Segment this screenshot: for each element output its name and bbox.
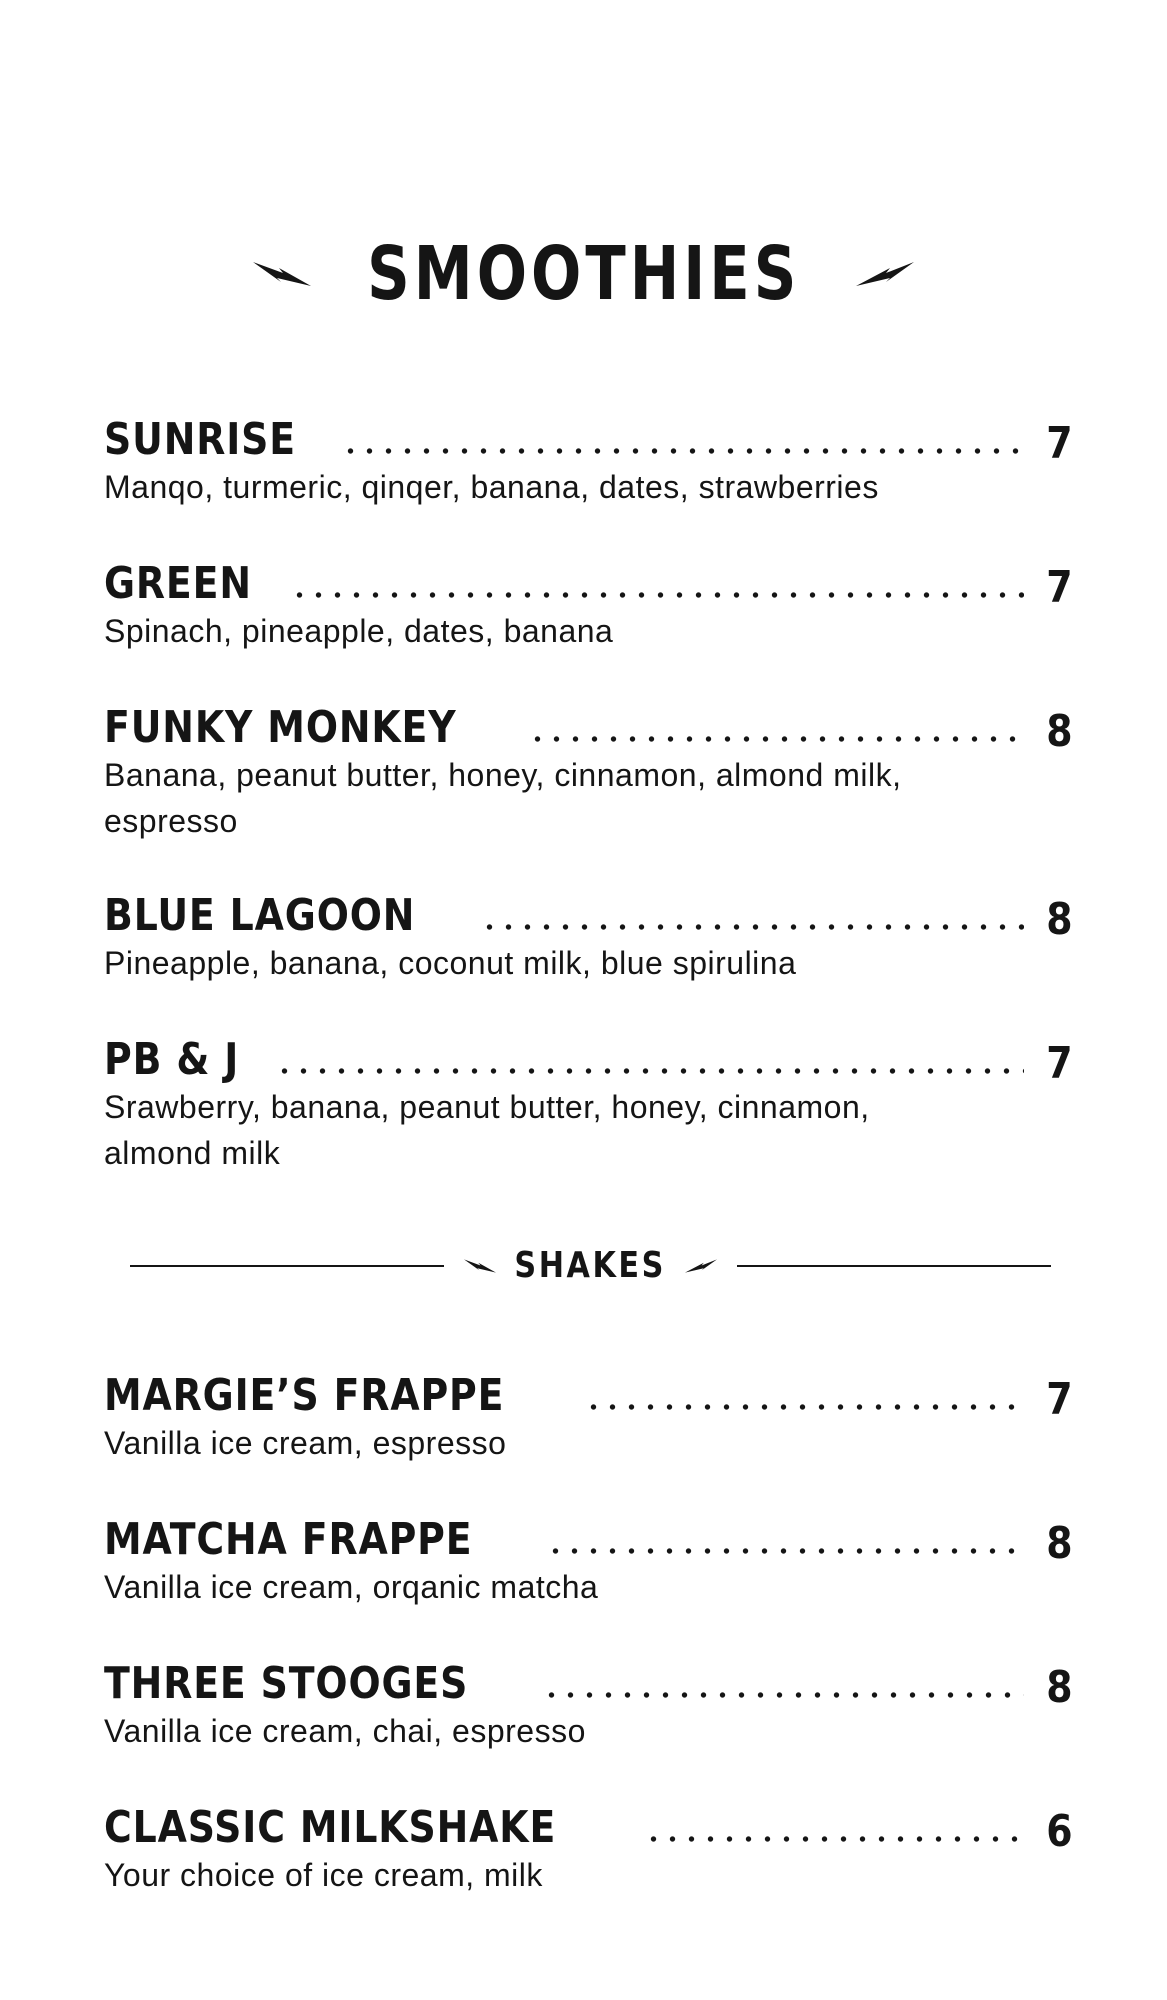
item-description: Pineapple, banana, coconut milk, blue spirulina <box>104 945 797 981</box>
item-name: CLASSIC MILKSHAKE <box>104 1802 557 1853</box>
menu-item-matcha-frappe <box>104 1508 1073 1610</box>
item-name: MARGIE’S FRAPPE <box>104 1370 505 1421</box>
lightning-bolt-icon <box>685 1257 717 1275</box>
dot-leader <box>528 732 1024 746</box>
item-name: GREEN <box>104 558 252 609</box>
menu-item-classic-milkshake <box>104 1796 1073 1898</box>
menu-item-green <box>104 552 1073 654</box>
menu-item-pb-and-j <box>104 1028 1073 1176</box>
divider-rule-left <box>130 1265 444 1267</box>
menu-item-sunrise <box>104 408 1073 510</box>
smoothies-title-row <box>0 228 1167 320</box>
item-price: 8 <box>1046 1662 1073 1713</box>
shakes-title: SHAKES <box>514 1245 667 1286</box>
item-price: 8 <box>1046 706 1073 757</box>
item-name: MATCHA FRAPPE <box>104 1514 473 1565</box>
item-price: 8 <box>1046 1518 1073 1569</box>
divider-rule-right <box>737 1265 1051 1267</box>
dot-leader <box>290 588 1024 602</box>
item-description: Banana, peanut butter, honey, cinnamon, almond milk, espresso <box>104 757 902 839</box>
item-name: PB & J <box>104 1034 240 1085</box>
item-price: 8 <box>1046 894 1073 945</box>
item-price: 7 <box>1046 418 1073 469</box>
item-description: Your choice of ice cream, milk <box>104 1857 543 1893</box>
lightning-bolt-icon <box>856 260 914 288</box>
item-price: 7 <box>1046 1374 1073 1425</box>
shakes-divider <box>130 1236 1051 1296</box>
menu-item-blue-lagoon <box>104 884 1073 986</box>
dot-leader <box>546 1544 1024 1558</box>
item-description: Spinach, pineapple, dates, banana <box>104 613 614 649</box>
item-description: Vanilla ice cream, orqanic matcha <box>104 1569 599 1605</box>
dot-leader <box>542 1688 1025 1702</box>
dot-leader <box>584 1400 1025 1414</box>
dot-leader <box>275 1064 1024 1078</box>
item-description: Vanilla ice cream, espresso <box>104 1425 507 1461</box>
item-price: 7 <box>1046 1038 1073 1089</box>
item-price: 6 <box>1046 1806 1073 1857</box>
item-name: SUNRISE <box>104 414 296 465</box>
item-description: Vanilla ice cream, chai, espresso <box>104 1713 586 1749</box>
dot-leader <box>480 920 1024 934</box>
menu-item-three-stooges <box>104 1652 1073 1754</box>
item-price: 7 <box>1046 562 1073 613</box>
lightning-bolt-icon <box>464 1257 496 1275</box>
menu-item-margies-frappe <box>104 1364 1073 1466</box>
smoothies-title: SMOOTHIES <box>366 231 801 317</box>
lightning-bolt-icon <box>253 260 311 288</box>
item-name: FUNKY MONKEY <box>104 702 457 753</box>
item-name: THREE STOOGES <box>104 1658 469 1709</box>
dot-leader <box>644 1832 1025 1846</box>
item-description: Srawberry, banana, peanut butter, honey, cinnamon, almond milk <box>104 1089 870 1171</box>
menu-item-funky-monkey <box>104 696 1073 844</box>
item-name: BLUE LAGOON <box>104 890 416 941</box>
item-description: Manqo, turmeric, qinqer, banana, dates, strawberries <box>104 469 879 505</box>
dot-leader <box>341 444 1024 458</box>
